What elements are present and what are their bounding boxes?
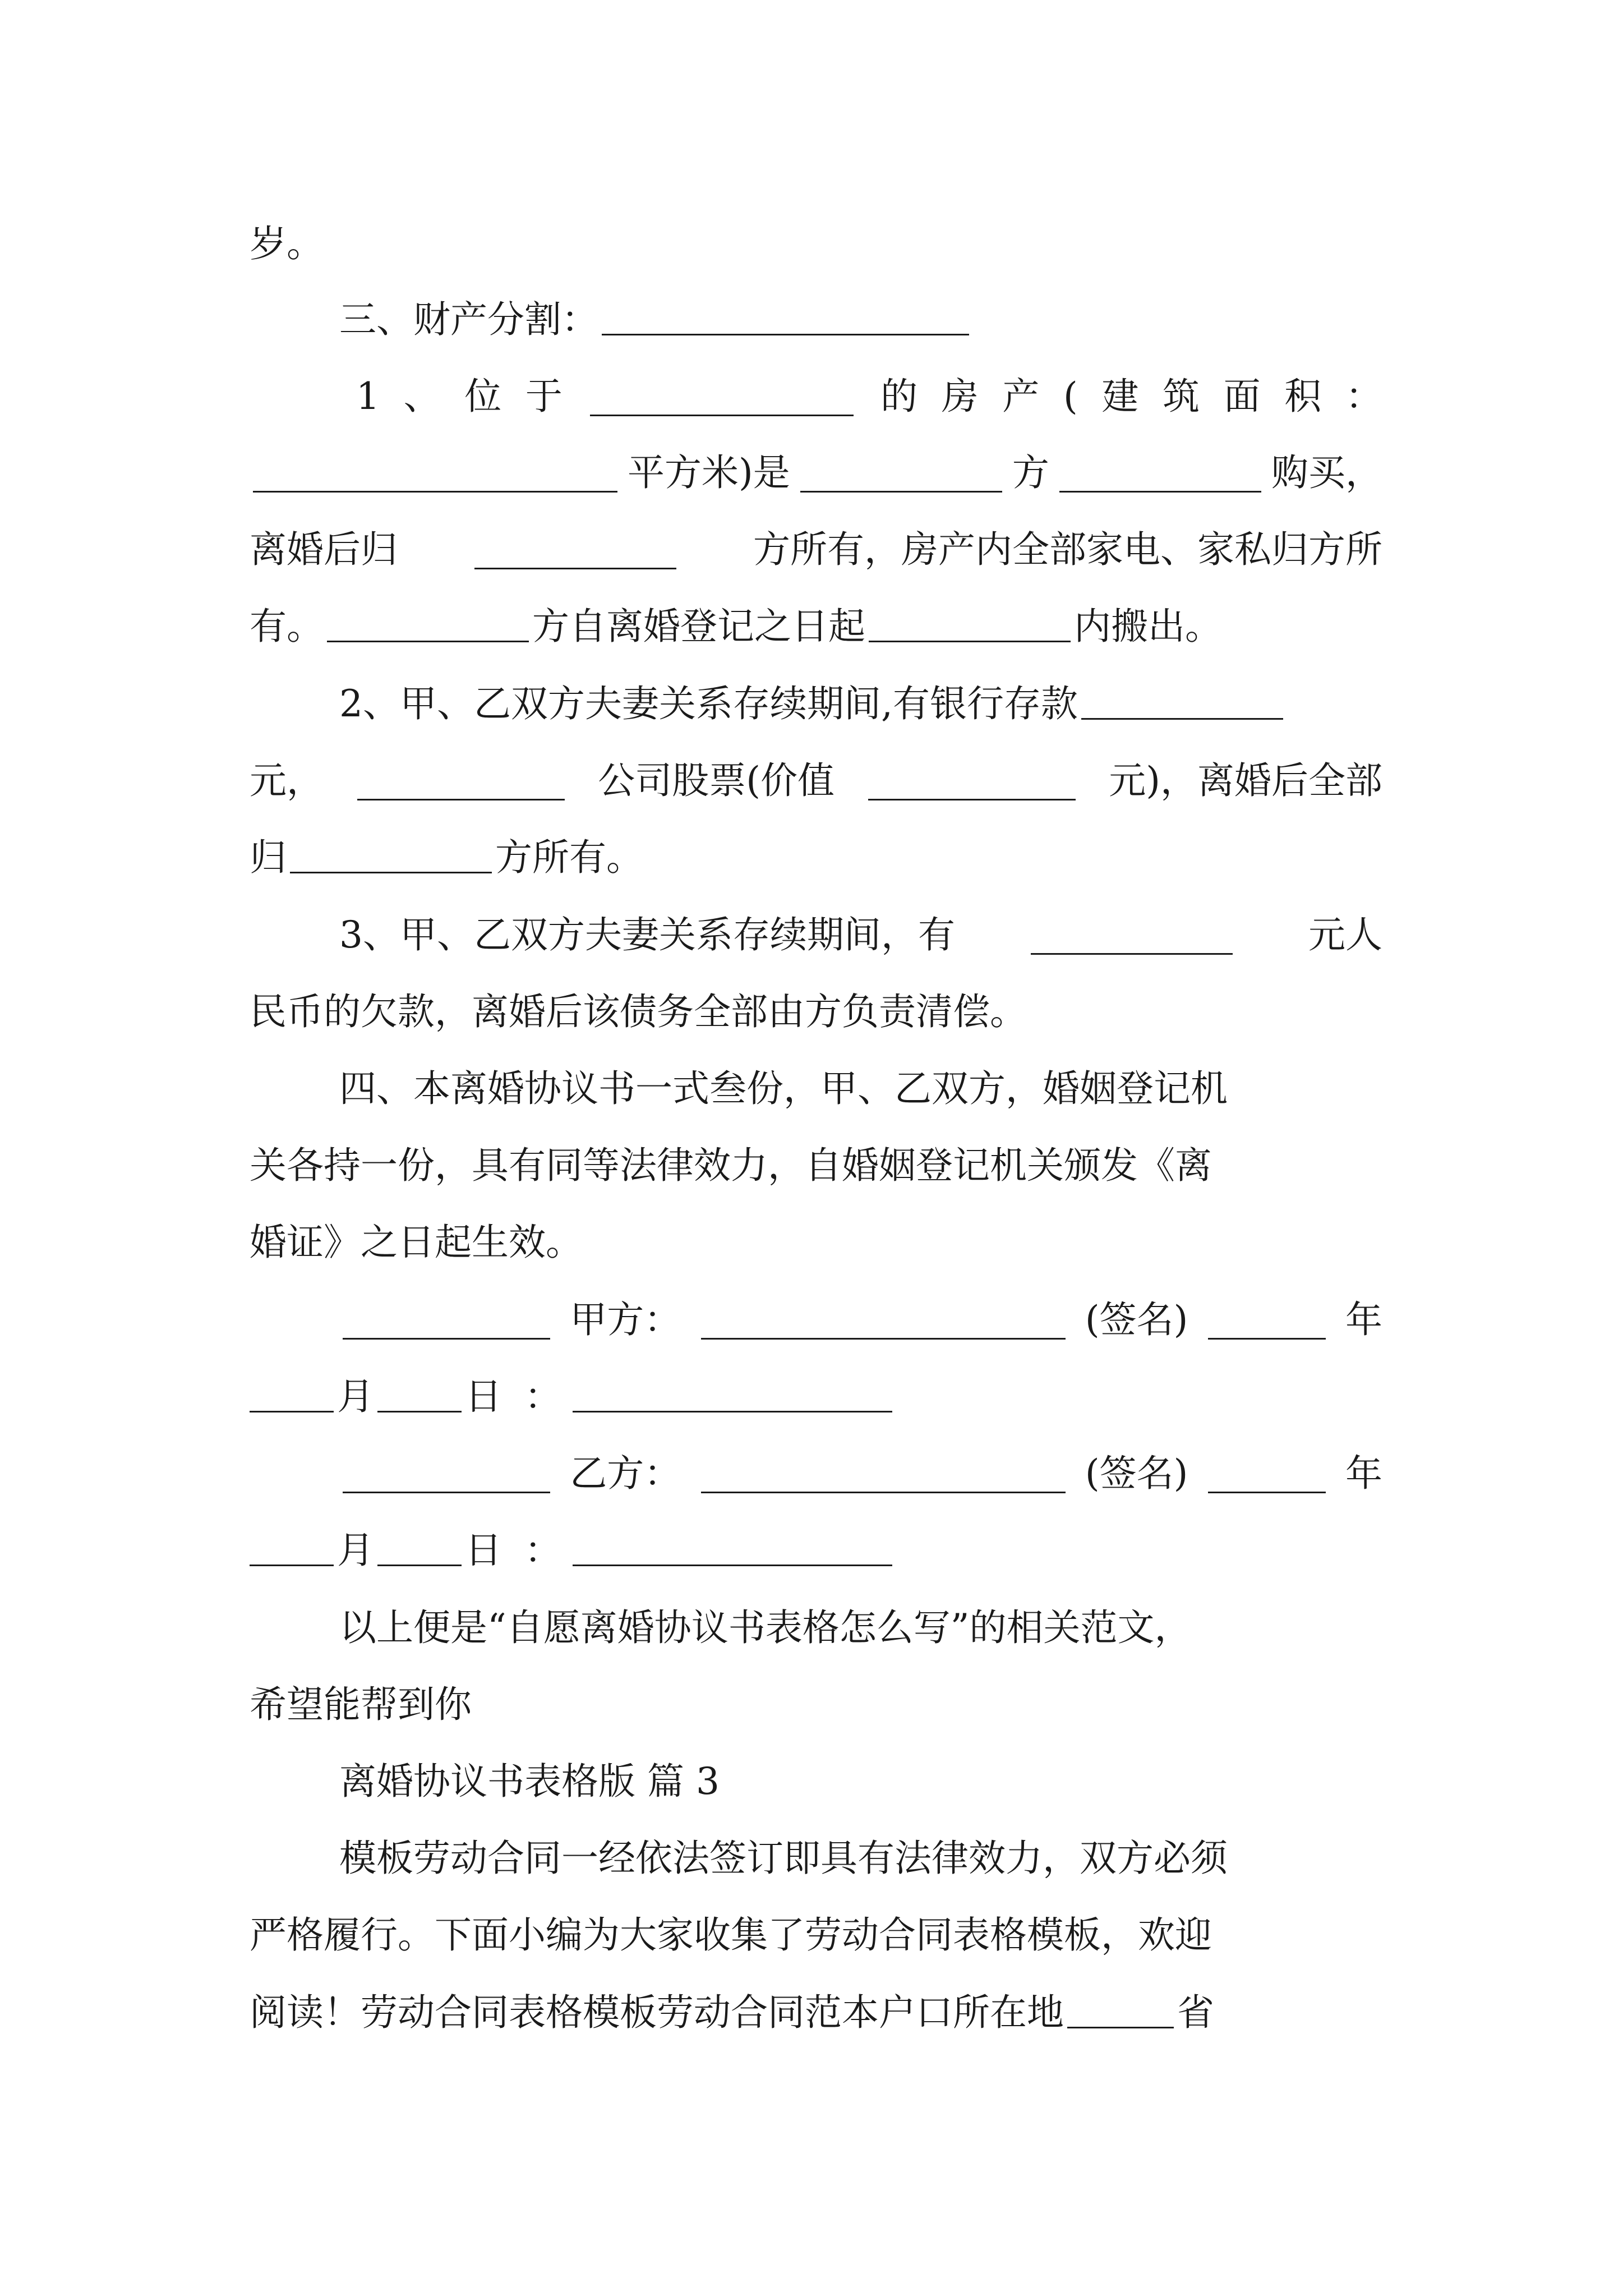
blank-field (1208, 1455, 1326, 1493)
text-line (250, 442, 1382, 504)
word: 面 (1223, 375, 1261, 418)
word: 于 (525, 375, 562, 418)
line-text: 四、本离婚协议书一式叁份，甲、乙双方，婚姻登记机 (339, 1067, 1228, 1110)
blank-field (253, 454, 617, 493)
line-text: 有。 (250, 605, 324, 648)
blank-field (1059, 454, 1261, 493)
blank-field (377, 1527, 462, 1566)
word: ： (1345, 375, 1382, 418)
line-text: ： (524, 1375, 561, 1418)
section-title (339, 1751, 1382, 1812)
line-text: 公司股票(价值 (598, 759, 834, 802)
line-text: 元， (250, 759, 324, 802)
line-text: 归 (250, 836, 287, 879)
text-line (250, 213, 1382, 275)
text-line (250, 519, 1382, 581)
text-line (250, 981, 1382, 1043)
word: 积 (1284, 375, 1322, 418)
word: 1 (356, 375, 380, 418)
blank-field (868, 762, 1076, 800)
line-text: (签名) (1085, 1452, 1188, 1495)
line-text: 婚证》之日起生效。 (250, 1221, 583, 1264)
line-text: (签名) (1085, 1298, 1188, 1341)
line-text: 年 (1345, 1298, 1382, 1341)
blank-field (250, 1374, 334, 1412)
text-line (250, 1982, 1382, 2044)
signature-line-party-b (339, 1443, 1382, 1504)
word: 的 (880, 375, 918, 418)
text-line (250, 1212, 1382, 1273)
blank-field (474, 531, 676, 569)
line-text: 离婚协议书表格版 篇 3 (339, 1760, 720, 1803)
line-text: 平方米)是 (628, 451, 790, 494)
text-line (250, 596, 1382, 657)
text-line (339, 904, 1382, 966)
signature-line-party-a (339, 1289, 1382, 1351)
line-text: 日 (465, 1375, 502, 1418)
text-line (356, 366, 1382, 427)
line-text: 严格履行。下面小编为大家收集了劳动合同表格模板，欢迎 (250, 1913, 1212, 1957)
line-text: 民币的欠款，离婚后该债务全部由方负责清偿。 (250, 990, 1027, 1033)
text-line (339, 1597, 1382, 1659)
line-text: 以上便是“自愿离婚协议书表格怎么写”的相关范文， (339, 1606, 1192, 1649)
line-text: 方 (1012, 451, 1049, 494)
signature-blank (701, 1455, 1066, 1493)
blank-field (343, 1301, 550, 1340)
blank-field (1208, 1301, 1326, 1340)
line-text: 元)，离婚后全部 (1109, 759, 1382, 802)
date-line-party-a (250, 1366, 1382, 1428)
blank-field (602, 297, 969, 335)
text-line (339, 1058, 1382, 1120)
word: 房 (941, 375, 979, 418)
blank-field (290, 835, 492, 873)
line-text: 元人 (1308, 913, 1382, 956)
line-text: 乙方： (570, 1452, 681, 1495)
blank-field (1081, 681, 1283, 720)
line-text: 方所有。 (495, 836, 643, 879)
word: 产 (1002, 375, 1040, 418)
line-text: 日 (465, 1529, 502, 1572)
word: ( (1063, 375, 1078, 418)
text-line (250, 750, 1382, 812)
date-line-party-b (250, 1520, 1382, 1581)
text-line (250, 1674, 1382, 1736)
word: 、 (403, 375, 441, 418)
line-text: 三、财产分割： (339, 298, 598, 341)
line-text: 关各持一份，具有同等法律效力，自婚姻登记机关颁发《离 (250, 1144, 1212, 1187)
blank-field (377, 1374, 462, 1412)
word: 建 (1101, 375, 1139, 418)
blank-field (590, 378, 854, 416)
blank-field (800, 454, 1002, 493)
blank-field (573, 1374, 892, 1412)
blank-field (327, 604, 529, 642)
line-text: 2、甲、乙双方夫妻关系存续期间,有银行存款 (339, 682, 1078, 725)
blank-field (869, 604, 1071, 642)
text-line (339, 673, 1382, 735)
blank-field (573, 1527, 892, 1566)
section-heading-property (339, 289, 1382, 351)
blank-field (1067, 1990, 1174, 2028)
line-text: 3、甲、乙双方夫妻关系存续期间，有 (339, 913, 955, 956)
blank-field (357, 762, 565, 800)
line-text: 方自离婚登记之日起 (532, 605, 865, 648)
line-text: 甲方： (570, 1298, 681, 1341)
text-line (250, 1135, 1382, 1197)
line-text: 省 (1177, 1991, 1214, 2034)
line-text: 岁。 (250, 222, 324, 265)
blank-field (250, 1527, 334, 1566)
line-text: 月 (337, 1529, 374, 1572)
line-text: 方所有，房产内全部家电、家私归方所 (753, 528, 1382, 571)
line-text: 内搬出。 (1074, 605, 1222, 648)
line-text: 希望能帮到你 (250, 1683, 472, 1726)
line-text: 模板劳动合同一经依法签订即具有法律效力，双方必须 (339, 1837, 1228, 1880)
line-text: ： (524, 1529, 561, 1572)
blank-field (343, 1455, 550, 1493)
word: 筑 (1163, 375, 1200, 418)
line-text: 离婚后归 (250, 528, 398, 571)
text-line (250, 1904, 1382, 1966)
blank-field (1031, 916, 1233, 955)
word: 位 (464, 375, 502, 418)
signature-blank (701, 1301, 1066, 1340)
text-line (250, 827, 1382, 889)
line-text: 年 (1345, 1452, 1382, 1495)
line-text: 月 (337, 1375, 374, 1418)
text-line (339, 1828, 1382, 1889)
line-text: 阅读！劳动合同表格模板劳动合同范本户口所在地 (250, 1991, 1064, 2034)
line-text: 购买， (1271, 451, 1382, 494)
